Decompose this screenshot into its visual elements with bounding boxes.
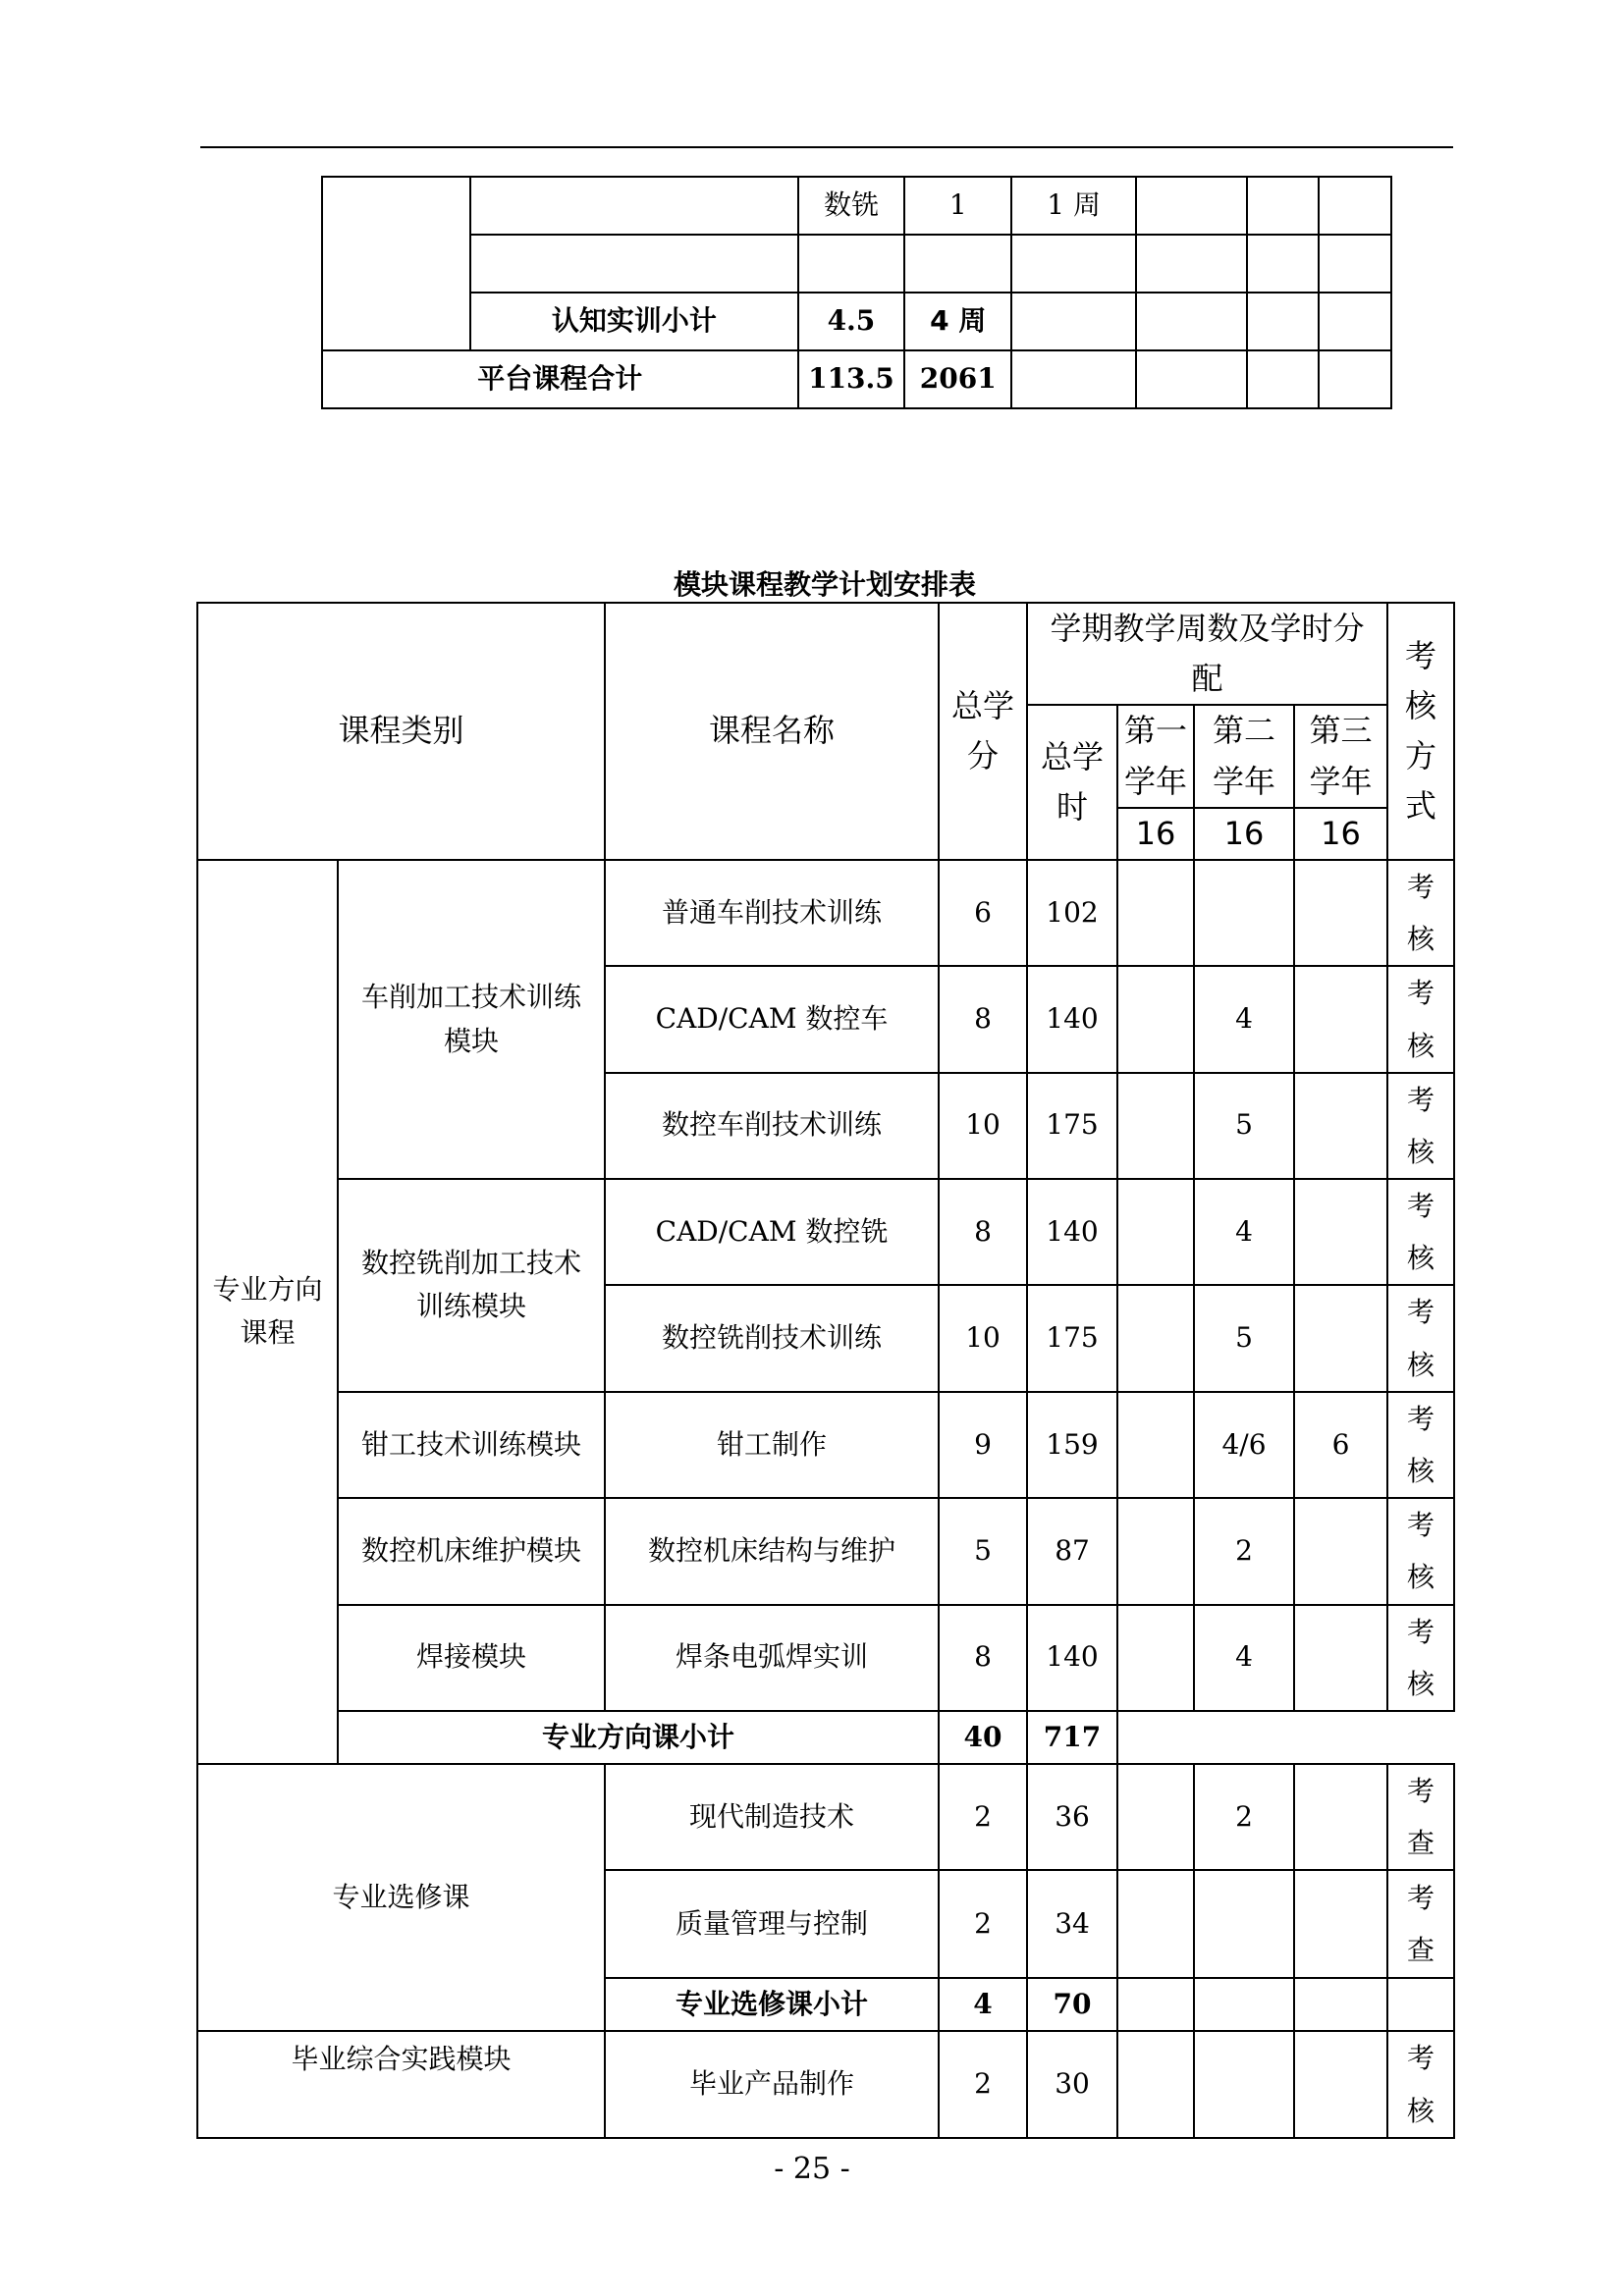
course-credit: 10 <box>939 1285 1027 1391</box>
table-cell <box>1011 350 1136 408</box>
course-y3 <box>1294 1764 1387 1870</box>
course-y3 <box>1294 1870 1387 1978</box>
table-row <box>197 2031 1454 2137</box>
course-y1 <box>1117 966 1194 1072</box>
course-credit: 2 <box>939 1764 1027 1870</box>
course-credit: 2 <box>939 1870 1027 1978</box>
course-hours: 175 <box>1027 1285 1117 1391</box>
course-exam: 考核 <box>1387 1605 1454 1711</box>
empty-cell <box>1117 1711 1454 1764</box>
subtotal-row <box>197 1711 1454 1764</box>
total-credit: 113.5 <box>798 350 905 408</box>
subtotal-credit: 40 <box>939 1711 1027 1764</box>
module-maintenance: 数控机床维护模块 <box>338 1498 605 1604</box>
course-y3 <box>1294 966 1387 1072</box>
course-credit: 5 <box>939 1498 1027 1604</box>
table-row <box>322 235 1391 293</box>
subtotal-label: 认知实训小计 <box>470 293 797 350</box>
course-hours: 159 <box>1027 1392 1117 1498</box>
module-course-table <box>196 602 1455 2139</box>
empty-cell <box>1117 1978 1194 2031</box>
course-name: CAD/CAM 数控铣 <box>605 1179 939 1285</box>
course-hours: 140 <box>1027 966 1117 1072</box>
course-name: 数控机床结构与维护 <box>605 1498 939 1604</box>
header-year2: 第二学年 <box>1194 705 1294 807</box>
course-y1 <box>1117 1870 1194 1978</box>
course-exam: 考核 <box>1387 1179 1454 1285</box>
course-y1 <box>1117 1498 1194 1604</box>
header-weeks1: 16 <box>1117 808 1194 860</box>
group-graduation: 毕业综合实践模块 <box>197 2031 605 2137</box>
subtotal-hours: 4 周 <box>904 293 1011 350</box>
total-row <box>322 350 1391 408</box>
table-cell <box>1136 177 1247 235</box>
course-hours: 34 <box>1027 1870 1117 1978</box>
empty-cell <box>1294 1978 1387 2031</box>
course-name: 现代制造技术 <box>605 1764 939 1870</box>
course-credit: 8 <box>939 1179 1027 1285</box>
course-exam: 考核 <box>1387 1285 1454 1391</box>
table-cell <box>1136 293 1247 350</box>
empty-cell <box>1194 1978 1294 2031</box>
header-year3: 第三学年 <box>1294 705 1387 807</box>
table-cell: 1 周 <box>1011 177 1136 235</box>
course-y1 <box>1117 1392 1194 1498</box>
group-major-elective: 专业选修课 <box>197 1764 605 2031</box>
subtotal-row <box>322 293 1391 350</box>
course-y1 <box>1117 1605 1194 1711</box>
table-cell <box>1319 177 1391 235</box>
course-y1 <box>1117 1764 1194 1870</box>
course-name: 毕业产品制作 <box>605 2031 939 2137</box>
course-credit: 10 <box>939 1073 1027 1179</box>
header-total-hours: 总学时 <box>1027 705 1117 860</box>
table-cell: 数铣 <box>798 177 905 235</box>
course-y3 <box>1294 1073 1387 1179</box>
empty-cell <box>1387 1978 1454 2031</box>
table-row <box>197 1764 1454 1870</box>
course-exam: 考核 <box>1387 1392 1454 1498</box>
course-credit: 8 <box>939 966 1027 1072</box>
course-hours: 175 <box>1027 1073 1117 1179</box>
module-milling: 数控铣削加工技术训练模块 <box>338 1179 605 1392</box>
table-cell <box>1247 235 1320 293</box>
table-cell <box>1247 350 1320 408</box>
table-row <box>197 1392 1454 1498</box>
table-row <box>197 1605 1454 1711</box>
course-exam: 考查 <box>1387 1870 1454 1978</box>
table-cell <box>798 235 905 293</box>
course-y2: 4 <box>1194 1179 1294 1285</box>
course-y2: 2 <box>1194 1764 1294 1870</box>
course-y2: 5 <box>1194 1073 1294 1179</box>
course-exam: 考核 <box>1387 860 1454 966</box>
course-hours: 140 <box>1027 1605 1117 1711</box>
module-fitter: 钳工技术训练模块 <box>338 1392 605 1498</box>
category-cell <box>322 177 470 350</box>
course-credit: 8 <box>939 1605 1027 1711</box>
course-y2 <box>1194 2031 1294 2137</box>
total-label: 平台课程合计 <box>322 350 798 408</box>
course-hours: 87 <box>1027 1498 1117 1604</box>
course-y2: 4/6 <box>1194 1392 1294 1498</box>
course-name: CAD/CAM 数控车 <box>605 966 939 1072</box>
course-y3: 6 <box>1294 1392 1387 1498</box>
header-rule <box>200 146 1453 148</box>
table-cell <box>1247 293 1320 350</box>
table-cell <box>1136 235 1247 293</box>
course-credit: 2 <box>939 2031 1027 2137</box>
course-name: 质量管理与控制 <box>605 1870 939 1978</box>
course-y1 <box>1117 2031 1194 2137</box>
course-exam: 考核 <box>1387 1073 1454 1179</box>
course-hours: 140 <box>1027 1179 1117 1285</box>
module-turning: 车削加工技术训练模块 <box>338 860 605 1179</box>
course-y2: 5 <box>1194 1285 1294 1391</box>
header-total-credit: 总学分 <box>939 603 1027 860</box>
header-weeks2: 16 <box>1194 808 1294 860</box>
subtotal-credit: 4.5 <box>798 293 905 350</box>
course-y2: 4 <box>1194 1605 1294 1711</box>
table-cell: 1 <box>904 177 1011 235</box>
course-y1 <box>1117 1179 1194 1285</box>
header-category: 课程类别 <box>197 603 605 860</box>
table-cell <box>1011 293 1136 350</box>
course-name: 焊条电弧焊实训 <box>605 1605 939 1711</box>
course-exam: 考核 <box>1387 1498 1454 1604</box>
course-y3 <box>1294 1179 1387 1285</box>
table-cell <box>1319 235 1391 293</box>
course-y2: 2 <box>1194 1498 1294 1604</box>
header-semester-dist: 学期教学周数及学时分配 <box>1027 603 1387 705</box>
subtotal-credit: 4 <box>939 1978 1027 2031</box>
subtotal-hours: 70 <box>1027 1978 1117 2031</box>
course-y1 <box>1117 860 1194 966</box>
table-row <box>197 860 1454 966</box>
platform-course-table <box>321 176 1392 409</box>
page-number: - 25 - <box>774 2152 850 2186</box>
table-row <box>197 1179 1454 1285</box>
course-y2 <box>1194 860 1294 966</box>
table-cell <box>1319 350 1391 408</box>
course-exam: 考核 <box>1387 2031 1454 2137</box>
table-row <box>197 1498 1454 1604</box>
module-welding: 焊接模块 <box>338 1605 605 1711</box>
subtotal-label: 专业方向课小计 <box>338 1711 939 1764</box>
table-cell <box>470 177 797 235</box>
total-hours: 2061 <box>904 350 1011 408</box>
course-name: 普通车削技术训练 <box>605 860 939 966</box>
header-exam-method: 考核方式 <box>1387 603 1454 860</box>
course-name: 数控车削技术训练 <box>605 1073 939 1179</box>
group-major-direction: 专业方向课程 <box>197 860 338 1764</box>
course-y2: 4 <box>1194 966 1294 1072</box>
course-y3 <box>1294 860 1387 966</box>
header-weeks3: 16 <box>1294 808 1387 860</box>
course-credit: 9 <box>939 1392 1027 1498</box>
course-y1 <box>1117 1073 1194 1179</box>
table-cell <box>1319 293 1391 350</box>
course-exam: 考核 <box>1387 966 1454 1072</box>
table-title: 模块课程教学计划安排表 <box>673 568 976 601</box>
header-course-name: 课程名称 <box>605 603 939 860</box>
table-cell <box>1247 177 1320 235</box>
course-credit: 6 <box>939 860 1027 966</box>
course-exam: 考查 <box>1387 1764 1454 1870</box>
header-row <box>197 603 1454 705</box>
table-cell <box>1011 235 1136 293</box>
subtotal-hours: 717 <box>1027 1711 1117 1764</box>
table-cell <box>1136 350 1247 408</box>
course-hours: 30 <box>1027 2031 1117 2137</box>
course-name: 数控铣削技术训练 <box>605 1285 939 1391</box>
table-row <box>322 177 1391 235</box>
course-hours: 36 <box>1027 1764 1117 1870</box>
course-y3 <box>1294 2031 1387 2137</box>
course-y1 <box>1117 1285 1194 1391</box>
subtotal-label: 专业选修课小计 <box>605 1978 939 2031</box>
course-y2 <box>1194 1870 1294 1978</box>
course-y3 <box>1294 1605 1387 1711</box>
course-name: 钳工制作 <box>605 1392 939 1498</box>
table-cell <box>904 235 1011 293</box>
table-cell <box>470 235 797 293</box>
course-hours: 102 <box>1027 860 1117 966</box>
header-year1: 第一学年 <box>1117 705 1194 807</box>
course-y3 <box>1294 1285 1387 1391</box>
course-y3 <box>1294 1498 1387 1604</box>
